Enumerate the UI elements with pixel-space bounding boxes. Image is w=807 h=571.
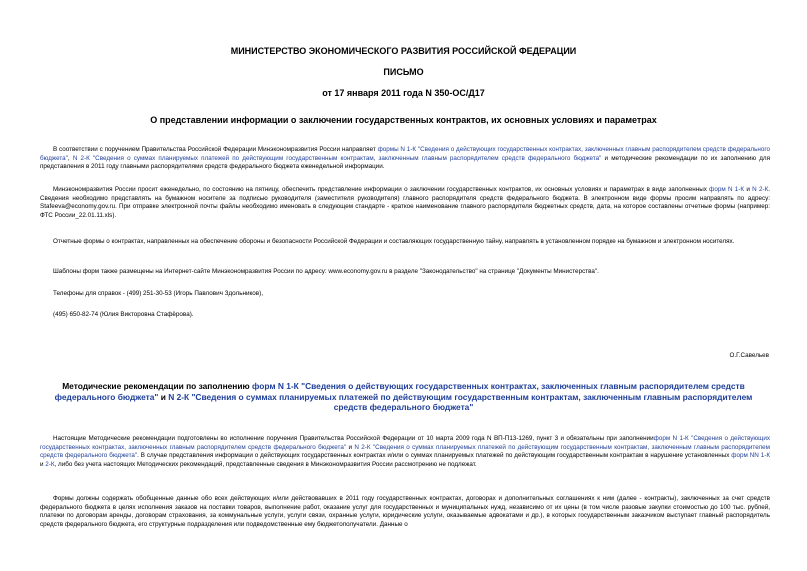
method-recommendations-title xyxy=(40,381,767,413)
link-form-1k[interactable]: формы N 1-К "Сведения о действующих государственных контрактах, заключенных главным распорядителем средств федерального бюджета" xyxy=(40,146,770,162)
para5-text-4: и xyxy=(40,460,46,468)
para1-text-3: и методические рекомендации по их заполнению для представления в 2011 году главными распорядителями средств федерального бюджета еженедельной информации. xyxy=(40,154,770,171)
para5-link-forms-nn-1k[interactable]: форм NN 1-К xyxy=(731,452,770,460)
para2-text-3: . Сведения необходимо представлять на бумажном носителе за подписью руководителя (заместителя руководителя) главного распорядителя средств федерального бюджета. В электронном виде формы просим направлять по адресу: Stafeeva@economy.gov.ru. При отправке электронной почты файлы необходимо именовать в следующем стандарте - краткое наименование главного распорядителя бюджетных средств, дата, на которое составлены отчетные формы (например: ФТС России_22.01.11.xls). xyxy=(40,186,771,219)
link-form-2k[interactable]: N 2-К "Сведения о суммах планируемых платежей по действующим государственным контрактам, заключенным главным распорядителем средств федерального бюджета" xyxy=(72,154,602,162)
method-title-text-2: и xyxy=(158,391,169,402)
para1-text-2: , xyxy=(67,154,73,162)
para5-text-3: . В случае представления информации о действующих государственных контрактах и/или о суммах планируемых платежей по действующим государственным контрактам в нарушение установленных xyxy=(137,452,732,460)
paragraph-templates: Шаблоны форм также размещены на Интернет-сайте Минэкономразвития России по адресу: www.economy.gov.ru в разделе "Законодательство" на странице "Документы Министерства". xyxy=(53,268,599,275)
para5-link-form-1k[interactable]: форм N 1-К "Сведения о действующих государственных контрактах, заключенных главным распорядителем средств федерального бюджета" xyxy=(40,435,770,451)
paragraph-forms-content: Формы должны содержать обобщенные данные обо всех действующих и/или действовавших в 2011 году государственных контрактах, договорах и дополнительных соглашениях к ним (далее - контракты), заключенных за счет средств федерального бюджета в целях исполнения заказов на поставки товаров, выполнение работ, оказание услуг для государственных и муниципальных нужд, независимо от их цены (в том числе разовые закупки стоимостью до 100 тыс. рублей, платежи по договорам аренды, договорам страхования, за коммунальные услуги, услуги связи, охранные услуги, юридические услуги, оказываемые адвокатами и др.), в которых государственным заказчиком выступает главный распорядитель средств федерального бюджета, его структурные подразделения или подведомственные ему бюджетополучатели. Данные о xyxy=(40,495,770,528)
method-title-text-1: Методические рекомендации по заполнению xyxy=(62,381,252,391)
para2-text-1: Минэкономразвития России просит еженедельно, по состоянию на пятницу, обеспечить представление информации о заключении государственных контрактов, их основных условиях и параметрах в виде заполненных xyxy=(53,186,710,193)
para5-text-5: , либо без учета настоящих Методических рекомендаций, представленные сведения в Минэкономразвития России рассмотрению не подлежат. xyxy=(54,460,477,468)
paragraph-secret-forms: Отчетные формы о контрактах, направленных на обеспечение обороны и безопасности Российской Федерации и составляющих государственную тайну, направлять в установленном порядке на бумажном и электронном носителях. xyxy=(53,238,735,245)
paragraph-intro xyxy=(40,146,770,172)
para5-text-1: Настоящие Методические рекомендации подготовлены во исполнение поручения Правительства Российской Федерации от 10 марта 2009 года N ВП-П13-1269, пункт 3 и обязательны при заполнении xyxy=(53,435,654,442)
method-link-form-1k[interactable]: форм N 1-К "Сведения о действующих государственных контрактах, заключенных главным распорядителем средств федерального бюджета" xyxy=(54,381,745,402)
para5-link-form-2k[interactable]: N 2-К "Сведения о суммах планируемых платежей по действующим государственным контрактам, заключенным главным распорядителем средств федерального бюджета" xyxy=(40,443,770,460)
signature: О.Г.Савельев xyxy=(729,352,769,359)
document-date-number: от 17 января 2011 года N 350-ОС/Д17 xyxy=(322,88,485,98)
para5-link-2k[interactable]: 2-К xyxy=(45,460,55,468)
para5-text-2: и xyxy=(346,443,355,451)
method-link-form-2k[interactable]: N 2-К "Сведения о суммах планируемых платежей по действующим государственным контрактам, заключенным главным распорядителем средств федерального бюджета" xyxy=(168,391,753,413)
document-type: ПИСЬМО xyxy=(383,67,424,77)
paragraph-request xyxy=(40,186,770,220)
phone-line-2: (495) 650-82-74 (Юлия Викторовна Стафёрова). xyxy=(53,311,194,318)
para2-text-2: и xyxy=(744,186,753,193)
paragraph-method-intro xyxy=(40,435,770,469)
ministry-title: МИНИСТЕРСТВО ЭКОНОМИЧЕСКОГО РАЗВИТИЯ РОССИЙСКОЙ ФЕДЕРАЦИИ xyxy=(230,46,577,56)
link-form-2k-short[interactable]: N 2-К xyxy=(752,186,769,193)
link-form-1k-short[interactable]: форм N 1-К xyxy=(709,186,745,193)
phone-line-1: Телефоны для справок - (499) 251-30-53 (Игорь Павлович Здольников), xyxy=(53,290,263,297)
document-subject: О представлении информации о заключении государственных контрактов, их основных условиях и параметрах xyxy=(150,115,657,125)
para1-text-1: В соответствии с поручением Правительства Российской Федерации Минэкономразвития России направляет xyxy=(53,146,378,153)
